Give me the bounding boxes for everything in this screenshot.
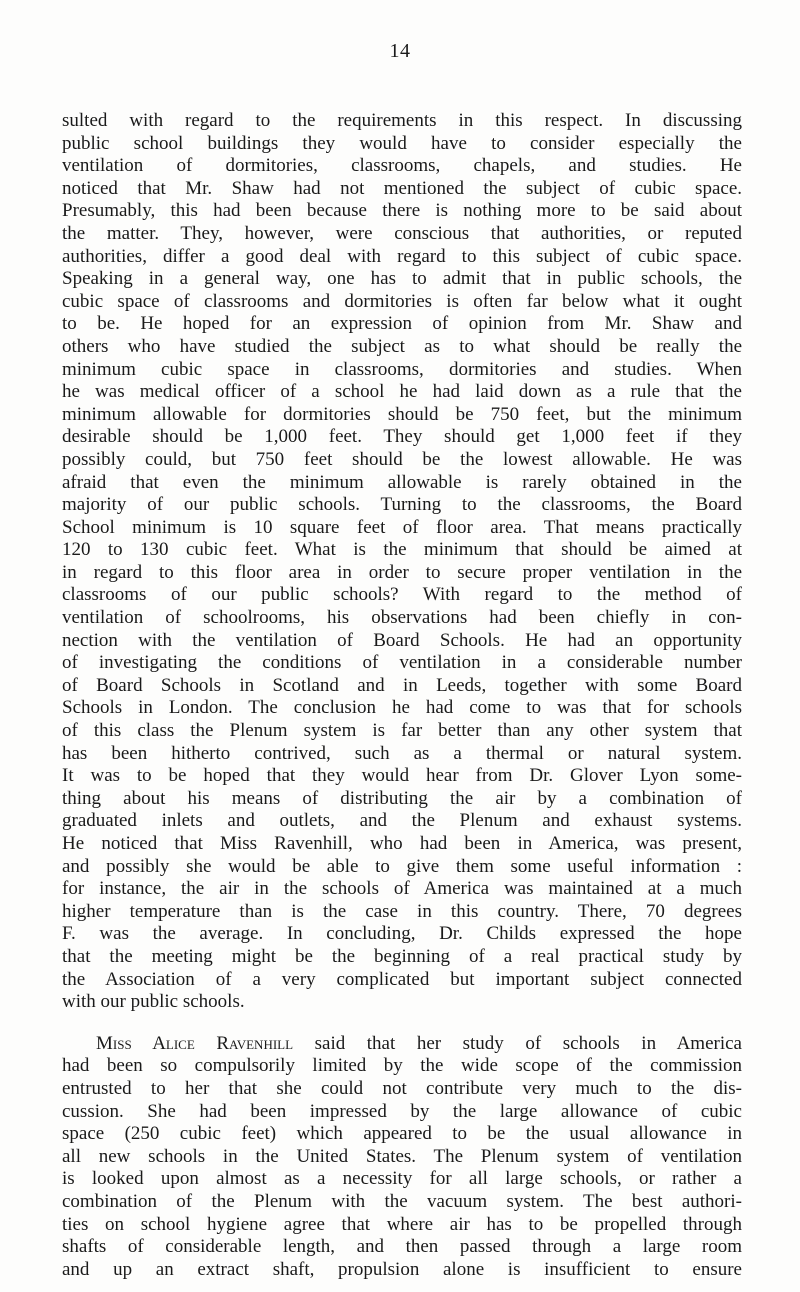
body-text xyxy=(62,110,742,1281)
paragraph-line: possibly could, but 750 feet should be the lowest allowable. He was xyxy=(62,448,742,470)
paragraph-line: entrusted to her that she could not contribute very much to the dis- xyxy=(62,1077,742,1099)
paragraph-line: Schools in London. The conclusion he had come to was that for schools xyxy=(62,697,742,719)
paragraph-line: desirable should be 1,000 feet. They should get 1,000 feet if they xyxy=(62,426,742,448)
paragraph-line: F. was the average. In concluding, Dr. Childs expressed the hope xyxy=(62,923,742,945)
paragraph-line: for instance, the air in the schools of America was maintained at a much xyxy=(62,878,742,900)
paragraph-line: ties on school hygiene agree that where air has to be propelled through xyxy=(62,1213,742,1235)
paragraph-line: space (250 cubic feet) which appeared to be the usual allowance in xyxy=(62,1123,742,1145)
paragraph-line: minimum allowable for dormitories should be 750 feet, but the minimum xyxy=(62,403,742,425)
paragraph-line: and possibly she would be able to give them some useful information : xyxy=(62,855,742,877)
paragraph-line: ventilation of schoolrooms, his observations had been chiefly in con- xyxy=(62,607,742,629)
paragraph-line: of investigating the conditions of ventilation in a considerable number xyxy=(62,652,742,674)
paragraph-line: authorities, differ a good deal with regard to this subject of cubic space. xyxy=(62,245,742,267)
paragraph-line: ventilation of dormitories, classrooms, chapels, and studies. He xyxy=(62,155,742,177)
paragraph-line: Speaking in a general way, one has to admit that in public schools, the xyxy=(62,268,742,290)
paragraph-line: minimum cubic space in classrooms, dormitories and studies. When xyxy=(62,358,742,380)
paragraph-line xyxy=(62,1033,742,1056)
paragraph-line: has been hitherto contrived, such as a thermal or natural system. xyxy=(62,742,742,764)
speaker-name: Miss Alice Ravenhill xyxy=(96,1032,294,1054)
paragraph-line: classrooms of our public schools? With regard to the method of xyxy=(62,584,742,606)
paragraph-line: afraid that even the minimum allowable is rarely obtained in the xyxy=(62,471,742,493)
paragraph-line: with our public schools. xyxy=(62,991,245,1013)
paragraph-line: combination of the Plenum with the vacuum system. The best authori- xyxy=(62,1190,742,1212)
paragraph-ravenhill xyxy=(62,1033,742,1282)
line-text: said that her study of schools in America xyxy=(293,1032,742,1054)
paragraph-line: shafts of considerable length, and then passed through a large room xyxy=(62,1236,742,1258)
paragraph-line: cussion. She had been impressed by the large allowance of cubic xyxy=(62,1100,742,1122)
paragraph-line: majority of our public schools. Turning to the classrooms, the Board xyxy=(62,494,742,516)
page-number: 14 xyxy=(389,40,411,62)
paragraph-line: had been so compulsorily limited by the wide scope of the commission xyxy=(62,1055,742,1077)
paragraph-line: He noticed that Miss Ravenhill, who had been in America, was present, xyxy=(62,833,742,854)
paragraph-line: noticed that Mr. Shaw had not mentioned the subject of cubic space. xyxy=(62,177,742,199)
paragraph-line: sulted with regard to the requirements in this respect. In discussing xyxy=(62,110,742,131)
paragraph-line: he was medical officer of a school he had laid down as a rule that the xyxy=(62,381,742,403)
paragraph-line: Presumably, this had been because there is nothing more to be said about xyxy=(62,200,742,222)
paragraph-discussion-childs xyxy=(62,110,742,1014)
paragraph-line: nection with the ventilation of Board Schools. He had an opportunity xyxy=(62,629,742,651)
paragraph-line: It was to be hoped that they would hear from Dr. Glover Lyon some- xyxy=(62,765,742,787)
paragraph-line: that the meeting might be the beginning of a real practical study by xyxy=(62,945,742,967)
paragraph-line: higher temperature than is the case in this country. There, 70 degrees xyxy=(62,900,742,922)
paragraph-line: to be. He hoped for an expression of opinion from Mr. Shaw and xyxy=(62,313,742,335)
paragraph-line: others who have studied the subject as to what should be really the xyxy=(62,335,742,357)
paragraph-line: and up an extract shaft, propulsion alone is insufficient to ensure xyxy=(62,1258,742,1280)
paragraph-line: cubic space of classrooms and dormitories is often far below what it ought xyxy=(62,290,742,312)
paragraph-line: the Association of a very complicated but important subject connected xyxy=(62,968,742,990)
paragraph-line: thing about his means of distributing the air by a combination of xyxy=(62,787,742,809)
paragraph-gap xyxy=(62,1014,742,1033)
paragraph-line: in regard to this floor area in order to secure proper ventilation in the xyxy=(62,561,742,583)
paragraph-line: of this class the Plenum system is far better than any other system that xyxy=(62,720,742,742)
paragraph-line: 120 to 130 cubic feet. What is the minimum that should be aimed at xyxy=(62,539,742,561)
paragraph-line: School minimum is 10 square feet of floor area. That means practically xyxy=(62,516,742,538)
paragraph-line: is looked upon almost as a necessity for all large schools, or rather a xyxy=(62,1168,742,1190)
paragraph-line: of Board Schools in Scotland and in Leeds, together with some Board xyxy=(62,674,742,696)
paragraph-line: all new schools in the United States. The Plenum system of ventilation xyxy=(62,1145,742,1167)
paragraph-line: public school buildings they would have to consider especially the xyxy=(62,132,742,154)
paragraph-line: graduated inlets and outlets, and the Plenum and exhaust systems. xyxy=(62,810,742,832)
paragraph-line: the matter. They, however, were conscious that authorities, or reputed xyxy=(62,222,742,244)
